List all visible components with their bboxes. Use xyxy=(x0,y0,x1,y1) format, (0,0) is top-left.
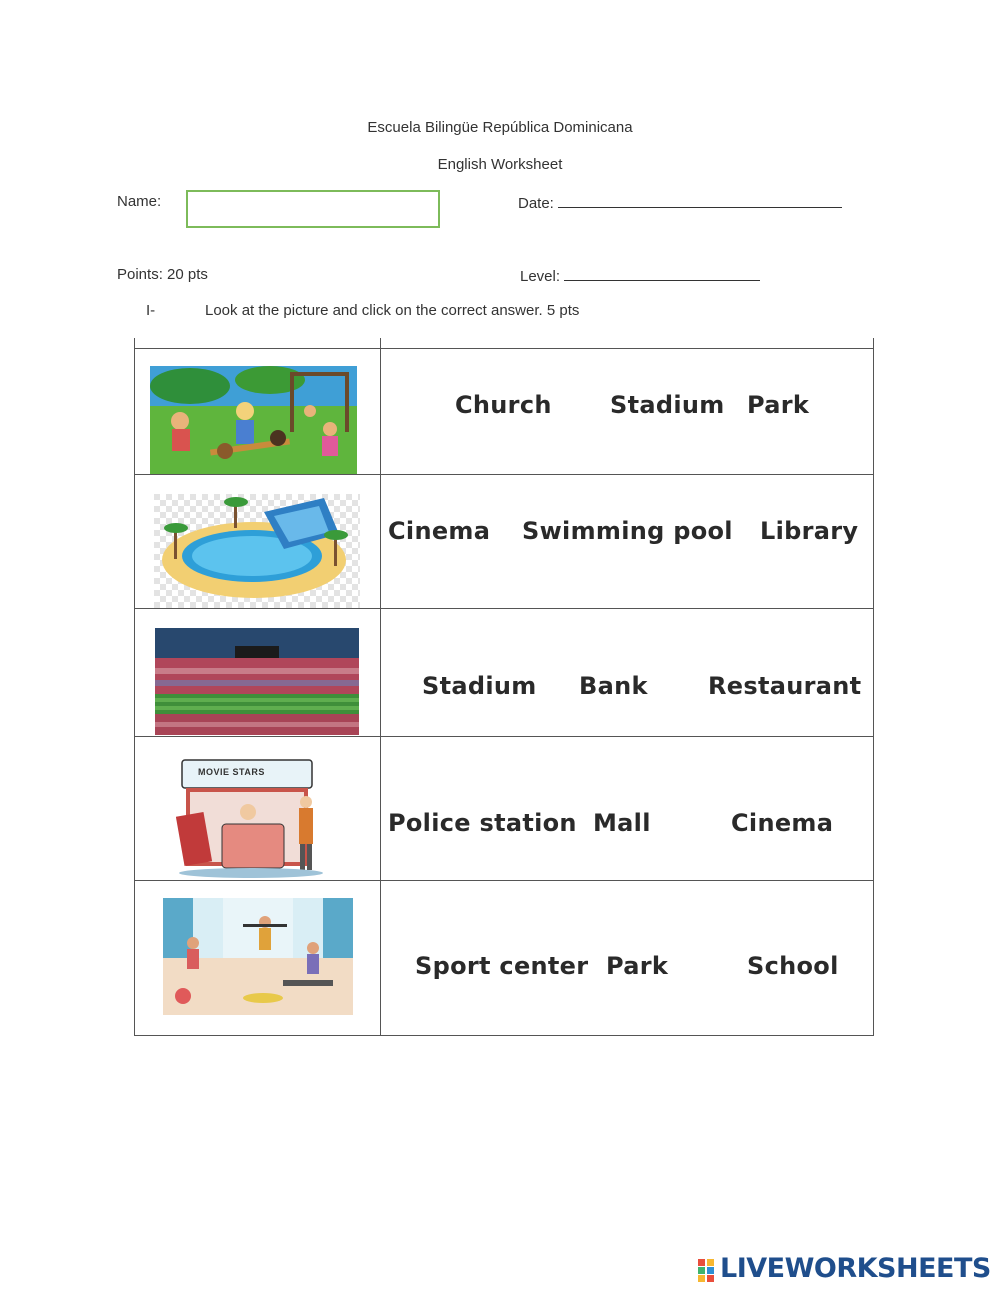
answer-option[interactable]: Church xyxy=(455,391,552,419)
level-label: Level: xyxy=(520,268,561,285)
date-label: Date: xyxy=(518,195,554,212)
table-line xyxy=(134,474,874,475)
table-line xyxy=(134,348,874,349)
school-name: Escuela Bilingüe República Dominicana xyxy=(367,119,633,136)
table-line xyxy=(134,1035,874,1036)
answer-option[interactable]: Sport center xyxy=(415,952,589,980)
answer-option[interactable]: Mall xyxy=(593,809,651,837)
table-divider xyxy=(380,338,381,1036)
park-picture xyxy=(150,366,357,474)
stadium-picture xyxy=(155,628,359,735)
logo-text: LIVEWORKSHEETS xyxy=(720,1253,991,1284)
table-line xyxy=(134,736,874,737)
answer-option[interactable]: Cinema xyxy=(388,517,491,545)
table-border-left xyxy=(134,338,135,1036)
answer-option[interactable]: Library xyxy=(760,517,859,545)
gym-picture xyxy=(163,898,353,1015)
answer-option[interactable]: Swimming pool xyxy=(522,517,733,545)
answer-option[interactable]: Police station xyxy=(388,809,577,837)
worksheet-title: English Worksheet xyxy=(437,156,563,173)
answer-option[interactable]: Cinema xyxy=(731,809,834,837)
answer-option[interactable]: School xyxy=(747,952,839,980)
date-blank xyxy=(558,193,842,208)
level-blank xyxy=(564,266,760,281)
logo-icon xyxy=(698,1259,716,1281)
instruction-text: Look at the picture and click on the correct answer. 5 pts xyxy=(205,302,580,319)
table-border-right xyxy=(873,338,874,1036)
name-input[interactable] xyxy=(186,190,440,228)
answer-option[interactable]: Stadium xyxy=(610,391,725,419)
name-label: Name: xyxy=(117,193,162,210)
answer-option[interactable]: Park xyxy=(606,952,669,980)
answer-option[interactable]: Bank xyxy=(579,672,648,700)
answer-option[interactable]: Stadium xyxy=(422,672,537,700)
cinema-sign-text: MOVIE STARS xyxy=(198,767,265,777)
answer-option[interactable]: Restaurant xyxy=(708,672,862,700)
answer-option[interactable]: Park xyxy=(747,391,810,419)
date-field xyxy=(518,193,842,212)
instruction-number: I- xyxy=(146,302,156,319)
swimming-pool-picture xyxy=(154,494,360,608)
table-line xyxy=(134,880,874,881)
table-line xyxy=(134,608,874,609)
points-label: Points: 20 pts xyxy=(117,266,208,283)
level-field xyxy=(520,266,760,285)
